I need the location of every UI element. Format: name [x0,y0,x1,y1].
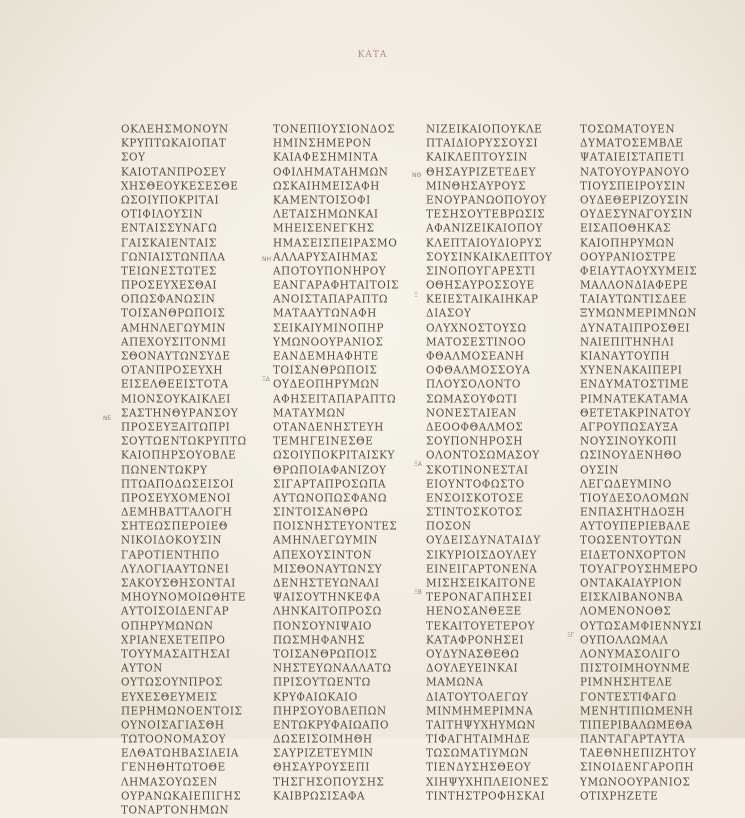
text-line: ΔΕΟΟΦΘΑΛΜΟΣ [426,420,524,434]
text-line: ΤΙΝΤΗΣΤΡΟΦΗΣΚΑΙ [426,789,546,803]
text-line: ΜΙΝΘΗΣΑΥΡΟΥΣ [426,179,527,193]
text-line: ΔΟΥΛΕΥΕΙΝΚΑΙ [426,661,519,675]
text-line: ΕΙΝΕΙΓΑΡΤΟΝΕΝΑ [426,562,538,576]
text-line: ΜΕΝΗΤΙΠΙΩΜΕΝΗ [580,704,694,718]
text-line: ΧΡΙΑΝΕΧΕΤΕΠΡΟ [121,633,226,647]
text-line: ΛΗΜΑΣΟΥΩΣΕΝ [121,775,218,789]
text-line: ΣΚΟΤΙΝΟΝΕΣΤΑΙ [426,462,529,477]
text-line: ΝΟΥΣΙΝΟΥΚΟΠΙ [580,434,678,448]
text-line: ΣΑΚΟΥΣΘΗΣΟΝΤΑΙ [121,576,236,590]
text-line: ΓΕΝΗΘΗΤΩΤΟΘΕ [121,760,226,775]
text-line: ΤΕΙΩΝΕΣΤΩΤΕΣ [121,264,217,278]
text-line: ΟΦΘΑΛΜΟΣΣΟΥΑ [426,363,531,377]
text-line: ΑΥΤΟΙΣΟΙΔΕΝΓΑΡ [121,604,230,618]
text-line: ΤΕΣΗΣΟΥΤΕΒΡΩΣΙΣ [426,207,546,221]
text-line: ΤΙΦΑΓΗΤΑΙΜΗΔΕ [426,732,531,746]
text-line: ΡΙΜΝΑΤΕΚΑΤΑΜΑ [580,391,689,406]
text-line: ΚΙΑΝΑΥΤΟΥΠΗ [580,349,670,363]
text-line: ΜΑΤΑΥΜΩΝ [273,406,346,420]
text-line: ΕΙΔΕΤΟΝΧΟΡΤΟΝ [580,548,687,562]
text-line: ΚΑΙΟΤΑΝΠΡΟΣΕΥ [121,164,227,179]
text-line: ΣΤΙΝΤΟΣΚΟΤΟΣ [426,505,523,519]
margin-note: ΞΑ [414,461,422,468]
text-line: ΔΥΜΑΤΟΣΕΜΒΛΕ [580,136,684,150]
text-line: ΓΑΙΣΚΑΙΕΝΤΑΙΣ [121,235,217,250]
text-line: ΣΕΙΚΑΙΥΜΙΝΟΠΗΡ [273,321,385,335]
text-line: ΑΝΟΙΣΤΑΠΑΡΑΠΤΩ [273,292,389,306]
text-line: ΕΑΝΓΑΡΑΦΗΤΑΙΤΟΙΣ [273,278,400,292]
text-line: ΑΓΡΟΥΠΩΣΑΥΞΑ [580,420,679,434]
text-line: ΟΚΛΕΗΣΜΟΝΟΥΝ [121,122,229,136]
text-line: ΟΦΙΛΗΜΑΤΑΗΜΩΝ [273,164,389,179]
text-line: ΤΟΣΩΜΑΤΟΥΕΝ [580,122,676,136]
text-line: ΤΑΕΘΝΗΕΠΙΖΗΤΟΥ [580,746,697,760]
text-column-4 [580,122,720,803]
text-line: ΚΕΙΕΣΤΑΙΚΑΙΗΚΑΡ [426,292,539,306]
text-line: ΠΡΟΣΕΥΞΑΙΤΩΠΡΙ [121,420,231,434]
text-line: ΝΙΖΕΙΚΑΙΟΠΟΥΚΛΕ [426,122,543,136]
text-line: ΑΥΤΟΝ [121,661,163,675]
text-line: ΟΥΔΕΙΣΔΥΝΑΤΑΙΔΥ [426,533,541,548]
text-line: ΠΩΣΜΗΦΑΝΗΣ [273,633,366,647]
text-line: ΣΙΝΟΙΔΕΝΓΑΡΟΠΗ [580,760,695,775]
text-line: ΕΝΠΑΣΗΤΗΔΟΞΗ [580,505,686,519]
text-line: ΟΤΑΝΔΕΝΗΣΤΕΥΗ [273,420,384,434]
text-line: ΟΟΥΡΑΝΙΟΣΤΡΕ [580,250,677,264]
text-line: ΡΙΜΝΗΣΗΤΕΛΕ [580,675,673,689]
text-line: ΕΝΤΩΚΡΥΦΑΙΩΑΠΟ [273,718,390,732]
text-line: ΟΛΥΧΝΟΣΤΟΥΣΩ [426,321,527,335]
text-line: ΤΕΡΟΝΑΓΑΠΗΣΕΙ [426,590,533,604]
text-line: ΛΕΓΩΔΕΥΜΙΝΟ [580,477,672,491]
text-line: ΣΟΥΠΟΝΗΡΟΣΗ [426,434,523,448]
text-column-3 [426,122,566,803]
text-line: ΣΟΥΤΩΕΝΤΩΚΡΥΠΤΩ [121,434,247,448]
text-line: ΔΥΝΑΤΑΙΠΡΟΣΘΕΙ [580,321,691,335]
text-line: ΣΟΥ [121,150,146,164]
text-line: ΝΟΝΕΣΤΑΙΕΑΝ [426,406,517,420]
text-line: ΣΙΚΥΡΙΟΙΣΔΟΥΛΕΥ [426,548,537,562]
text-line: ΤΩΤΟΟΝΟΜΑΣΟΥ [121,732,227,746]
text-line: ΠΤΩΑΠΟΔΩΣΕΙΣΟΙ [121,477,235,491]
text-line: ΕΝΟΥΡΑΝΩΟΠΟΥΟΥ [426,193,547,207]
text-line: ΠΟΙΣΝΗΣΤΕΥΟΝΤΕΣ [273,519,398,533]
text-line: ΤΙΟΥΣΠΕΙΡΟΥΣΙΝ [580,179,686,193]
text-line: ΠΡΟΣΕΥΧΟΜΕΝΟΙ [121,491,232,505]
text-column-1 [121,122,261,817]
text-line: ΩΣΙΝΟΥΔΕΝΗΘΟ [580,448,683,462]
text-line: ΤΙΕΝΔΥΣΗΣΘΕΟΥ [426,760,532,775]
text-line: ΜΙΟΝΣΟΥΚΑΙΚΛΕΙ [121,391,231,406]
text-line: ΛΕΤΑΙΣΗΜΩΝΚΑΙ [273,207,379,221]
text-line: ΑΥΤΩΝΟΠΩΣΦΑΝΩ [273,491,388,505]
text-line: ΣΟΥΣΙΝΚΑΙΚΛΕΠΤΟΥ [426,250,553,264]
text-line: ΟΥΝΟΙΣΑΓΙΑΣΘΗ [121,718,225,732]
text-line: ΑΠΕΧΟΥΣΙΝΤΟΝ [273,548,373,562]
text-line: ΕΝΣΟΙΣΚΟΤΟΣΕ [426,491,524,505]
text-line: ΜΙΝΜΗΜΕΡΙΜΝΑ [426,704,534,718]
text-line: ΛΟΝΥΜΑΣΟΛΙΓΟ [580,647,681,661]
text-line: ΚΑΤΑΦΡΟΝΗΣΕΙ [426,633,525,647]
text-line: ΤΩΣΩΜΑΤΙΥΜΩΝ [426,746,530,760]
text-line: ΘΡΩΠΟΙΑΦΑΝΙΖΟΥ [273,462,387,477]
text-line: ΑΛΛΑΡΥΣΑΙΗΜΑΣ [273,250,379,264]
text-line: ΓΑΡΟΤΙΕΝΤΗΠΟ [121,548,220,562]
text-line: ΕΑΝΔΕΜΗΑΦΗΤΕ [273,349,379,363]
text-line: ΥΜΩΝΟΟΥΡΑΝΙΟΣ [273,335,384,349]
text-line: ΕΙΣΚΛΙΒΑΝΟΝΒΑ [580,590,684,604]
margin-note: ΝΕ [103,415,112,422]
text-line: ΣΑΥΡΙΖΕΤΕΥΜΙΝ [273,746,374,760]
text-line: ΟΥΔΕΣΥΝΑΓΟΥΣΙΝ [580,207,693,221]
text-line: ΚΑΙΒΡΩΣΙΣΑΦΑ [273,789,366,803]
text-line: ΠΩΝΕΝΤΩΚΡΥ [121,462,208,477]
text-line: ΗΕΝΟΣΑΝΘΕΞΕ [426,604,522,618]
text-line: ΠΡΙΣΟΥΤΩΕΝΤΩ [273,675,371,689]
text-line: ΟΤΙΧΡΗΖΕΤΕ [580,789,659,803]
text-line: ΨΑΤΑΙΕΙΣΤΑΠΕΤΙ [580,150,685,164]
text-line: ΑΠΟΤΟΥΠΟΝΗΡΟΥ [273,264,387,278]
text-line: ΩΣΟΙΥΠΟΚΡΙΤΑΙΣΚΥ [273,448,395,462]
text-line: ΚΑΙΚΛΕΠΤΟΥΣΙΝ [426,150,528,164]
text-line: ΩΣΚΑΙΗΜΕΙΣΑΦΗ [273,179,380,193]
text-line: ΜΗΕΙΣΕΝΕΓΚΗΣ [273,221,375,235]
text-line: ΓΩΝΙΑΙΣΤΩΝΠΛΑ [121,250,226,264]
text-line: ΔΙΑΤΟΥΤΟΛΕΓΩΥ [426,689,529,704]
text-line: ΔΩΣΕΙΣΟΙΜΗΘΗ [273,732,373,746]
text-line: ΠΡΟΣΕΥΧΕΣΘΑΙ [121,278,218,292]
text-line: ΕΙΣΕΛΘΕΕΙΣΤΟΤΑ [121,377,229,391]
text-line: ΚΡΥΠΤΩΚΑΙΟΠΑΤ [121,136,227,150]
text-line: ΑΠΕΧΟΥΣΙΤΟΝΜΙ [121,335,227,349]
text-line: ΣΙΓΑΡΤΑΠΡΟΣΩΠΑ [273,477,387,491]
text-line: ΟΠΗΡΥΜΩΝΩΝ [121,618,214,633]
text-line: ΝΑΙΕΠΙΤΗΝΗΛΙ [580,335,675,349]
text-line: ΜΑΤΟΣΕΣΤΙΝΟΟ [426,335,527,349]
text-line: ΠΙΣΤΟΙΜΗΟΥΝΜΕ [580,661,691,675]
text-line: ΤΑΙΤΗΨΥΧΗΥΜΩΝ [426,718,536,732]
text-line: ΣΙΝΟΠΟΥΓΑΡΕΣΤΙ [426,264,536,278]
text-line: ΠΟΣΟΝ [426,519,472,533]
text-line: ΔΕΝΗΣΤΕΥΩΝΑΛΙ [273,576,380,590]
text-line: ΕΙΟΥΝΤΟΦΩΣΤΟ [426,477,525,491]
text-line: ΑΦΑΝΙΖΕΙΚΑΙΟΠΟΥ [426,221,543,235]
text-line: ΣΩΜΑΣΟΥΦΩΤΙ [426,391,518,406]
text-line: ΟΤΑΝΠΡΟΣΕΥΧΗ [121,363,224,377]
text-line: ΟΘΗΣΑΥΡΟΣΣΟΥΕ [426,278,535,292]
text-line: ΤΗΣΓΗΣΟΠΟΥΣΗΣ [273,775,385,789]
text-line: ΑΥΤΟΥΠΕΡΙΕΒΑΛΕ [580,519,691,533]
text-line: ΝΑΤΟΥΟΥΡΑΝΟΥΟ [580,164,690,179]
text-line: ΕΝΔΥΜΑΤΟΣΤΙΜΕ [580,377,690,391]
text-line: ΚΛΕΠΤΑΙΟΥΔΙΟΡΥΣ [426,235,543,250]
text-line: ΤΟΙΣΑΝΘΡΩΠΟΙΣ [273,647,378,661]
text-line: ΗΜΙΝΣΗΜΕΡΟΝ [273,136,372,150]
margin-note: ΞΔ [262,376,270,383]
text-line: ΛΗΝΚΑΙΤΟΠΡΟΣΩ [273,604,382,618]
margin-note: ΞΒ [414,589,422,596]
text-line: ΕΙΣΑΠΟΘΗΚΑΣ [580,221,671,235]
text-line: ΘΗΣΑΥΡΙΖΕΤΕΔΕΥ [426,164,537,179]
text-line: ΠΤΑΙΔΙΟΡΥΣΣΟΥΣΙ [426,136,539,150]
text-line: ΟΥΤΩΣΑΜΦΙΕΝΝΥΣΙ [580,618,703,633]
text-line: ΕΥΧΕΣΘΕΥΜΕΙΣ [121,689,218,704]
text-line: ΜΑΤΑΑΥΤΩΝΑΦΗ [273,306,377,321]
text-line: ΔΙΑΣΟΥ [426,306,472,321]
text-line: ΘΗΣΑΥΡΟΥΣΕΠΙ [273,760,370,775]
text-line: ΜΑΛΛΟΝΔΙΑΦΕΡΕ [580,278,689,292]
text-line: ΠΗΡΣΟΥΟΒΛΕΠΩΝ [273,704,387,718]
text-line: ΝΗΣΤΕΥΩΝΑΛΛΑΤΩ [273,661,392,675]
text-line: ΟΥΡΑΝΩΚΑΙΕΠΙΓΗΣ [121,789,242,803]
text-line: ΑΜΗΝΛΕΓΩΥΜΙΝ [121,321,227,335]
margin-note: ΝΗ [262,256,271,263]
text-line: ΤΟΝΑΡΤΟΝΗΜΩΝ [121,803,230,817]
text-line: ΟΥΤΩΣΟΥΝΠΡΟΣ [121,675,223,689]
text-line: ΟΝΤΑΚΑΙΑΥΡΙΟΝ [580,576,683,590]
text-line: ΧΙΗΨΥΧΗΠΛΕΙΟΝΕΣ [426,775,549,789]
running-head: ΚΑΤΑ [357,50,388,60]
text-line: ΑΜΗΝΛΕΓΩΥΜΙΝ [273,533,379,548]
text-line: ΑΦΗΣΕΙΤΑΠΑΡΑΠΤΩ [273,391,397,406]
text-line: ΣΙΝΤΟΙΣΑΝΘΡΩ [273,505,369,519]
text-line: ΟΛΟΝΤΟΣΩΜΑΣΟΥ [426,448,540,462]
text-line: ΟΠΩΣΦΑΝΩΣΙΝ [121,292,216,306]
text-line: ΤΙΟΥΔΕΣΟΛΟΜΩΝ [580,491,690,505]
text-line: ΧΗΣΘΕΟΥΚΕΣΕΣΘΕ [121,179,239,193]
text-line: ΤΑΙΑΥΤΩΝΤΙΣΔΕΕ [580,292,687,306]
text-columns [0,122,745,817]
text-line: ΣΘΟΝΑΥΤΩΝΣΥΔΕ [121,349,231,363]
text-line: ΤΟΝΕΠΙΟΥΣΙΟΝΔΟΣ [273,122,396,136]
text-line: ΚΑΜΕΝΤΟΙΣΟΦΙ [273,193,371,207]
text-line: ΝΙΚΟΙΔΟΚΟΥΣΙΝ [121,533,223,548]
text-line: ΕΛΘΑΤΩΗΒΑΣΙΛΕΙΑ [121,746,240,760]
text-column-2 [273,122,413,803]
text-line: ΓΟΝΤΕΣΤΙΦΑΓΩ [580,689,677,704]
text-line: ΚΑΙΑΦΕΣΗΜΙΝΤΑ [273,150,379,164]
text-line: ΚΑΙΟΠΗΡΣΟΥΟΒΛΕ [121,448,237,462]
margin-note: ΝΘ [412,172,422,179]
text-line: ΠΟΝΣΟΥΝΙΨΑΙΟ [273,618,373,633]
text-line: ΤΕΜΗΓΕΙΝΕΣΘΕ [273,434,374,448]
text-line: ΟΤΙΦΙΛΟΥΣΙΝ [121,207,204,221]
text-line: ΥΜΩΝΟΟΥΡΑΝΙΟΣ [580,775,691,789]
text-line: ΜΑΜΩΝΑ [426,675,484,689]
text-line: ΚΑΙΟΠΗΡΥΜΩΝ [580,235,675,250]
text-line: ΠΛΟΥΣΟΛΟΝΤΟ [426,377,521,391]
text-line: ΤΟΙΣΑΝΘΡΩΠΟΙΣ [273,363,378,377]
margin-note: ΞΓ [567,632,575,639]
text-line: ΔΕΜΗΒΑΤΤΑΛΟΓΗ [121,505,233,519]
text-line: ΛΟΜΕΝΟΝΟΘΣ [580,604,672,618]
text-line: ΩΣΟΙΥΠΟΚΡΙΤΑΙ [121,193,220,207]
text-line: ΤΕΚΑΙΤΟΥΕΤΕΡΟΥ [426,618,536,633]
margin-note: Ξ [414,292,418,299]
text-line: ΗΜΑΣΕΙΣΠΕΙΡΑΣΜΟ [273,235,398,250]
text-line: ΟΥΔΥΝΑΣΘΕΘΩ [426,647,520,661]
text-line: ΦΕΙΑΥΤΑΟΥΧΥΜΕΙΣ [580,264,698,278]
text-line: ΣΗΤΕΩΣΠΕΡΟΙΕΘ [121,519,229,533]
text-line: ΟΥΠΟΛΛΩΜΑΛ [580,633,669,647]
text-line: ΧΥΝΕΝΑΚΑΙΠΕΡΙ [580,363,683,377]
text-line: ΠΕΡΗΜΩΝΟΕΝΤΟΙΣ [121,704,243,718]
text-line: ΨΑΙΣΟΥΤΗΝΚΕΦΑ [273,590,381,604]
text-line: ΦΘΑΛΜΟΣΕΑΝΗ [426,349,525,363]
text-line: ΤΟΙΣΑΝΘΡΩΠΟΙΣ [121,306,226,321]
text-line: ΜΙΣΘΟΝΑΥΤΩΝΣΥ [273,562,383,576]
text-line: ΣΑΣΤΗΝΘΥΡΑΝΣΟΥ [121,406,239,420]
text-line: ΜΙΣΗΣΕΙΚΑΙΤΟΝΕ [426,576,537,590]
text-line: ΤΟΩΣΕΝΤΟΥΤΩΝ [580,533,683,548]
text-line: ΞΥΜΩΝΜΕΡΙΜΝΩΝ [580,306,698,321]
text-line: ΕΝΤΑΙΣΣΥΝΑΓΩ [121,221,218,235]
text-line: ΤΙΠΕΡΙΒΑΛΩΜΕΘΑ [580,718,693,732]
text-line: ΚΡΥΦΑΙΩΚΑΙΟ [273,689,358,704]
text-line: ΛΥΛΟΓΙΑΑΥΤΩΝΕΙ [121,562,230,576]
text-line: ΤΟΥΥΜΑΣΑΙΤΗΣΑΙ [121,647,231,661]
text-line: ΟΥΔΕΟΠΗΡΥΜΩΝ [273,377,380,391]
text-line: ΟΥΔΕΘΕΡΙΖΟΥΣΙΝ [580,193,690,207]
text-line: ΟΥΣΙΝ [580,462,619,477]
text-line: ΘΕΤΕΤΑΚΡΙΝΑΤΟΥ [580,406,692,420]
text-line: ΜΗΟΥΝΟΜΟΙΩΘΗΤΕ [121,590,247,604]
text-line: ΠΑΝΤΑΓΑΡΤΑΥΤΑ [580,732,686,746]
text-line: ΤΟΥΑΓΡΟΥΣΗΜΕΡΟ [580,562,698,576]
